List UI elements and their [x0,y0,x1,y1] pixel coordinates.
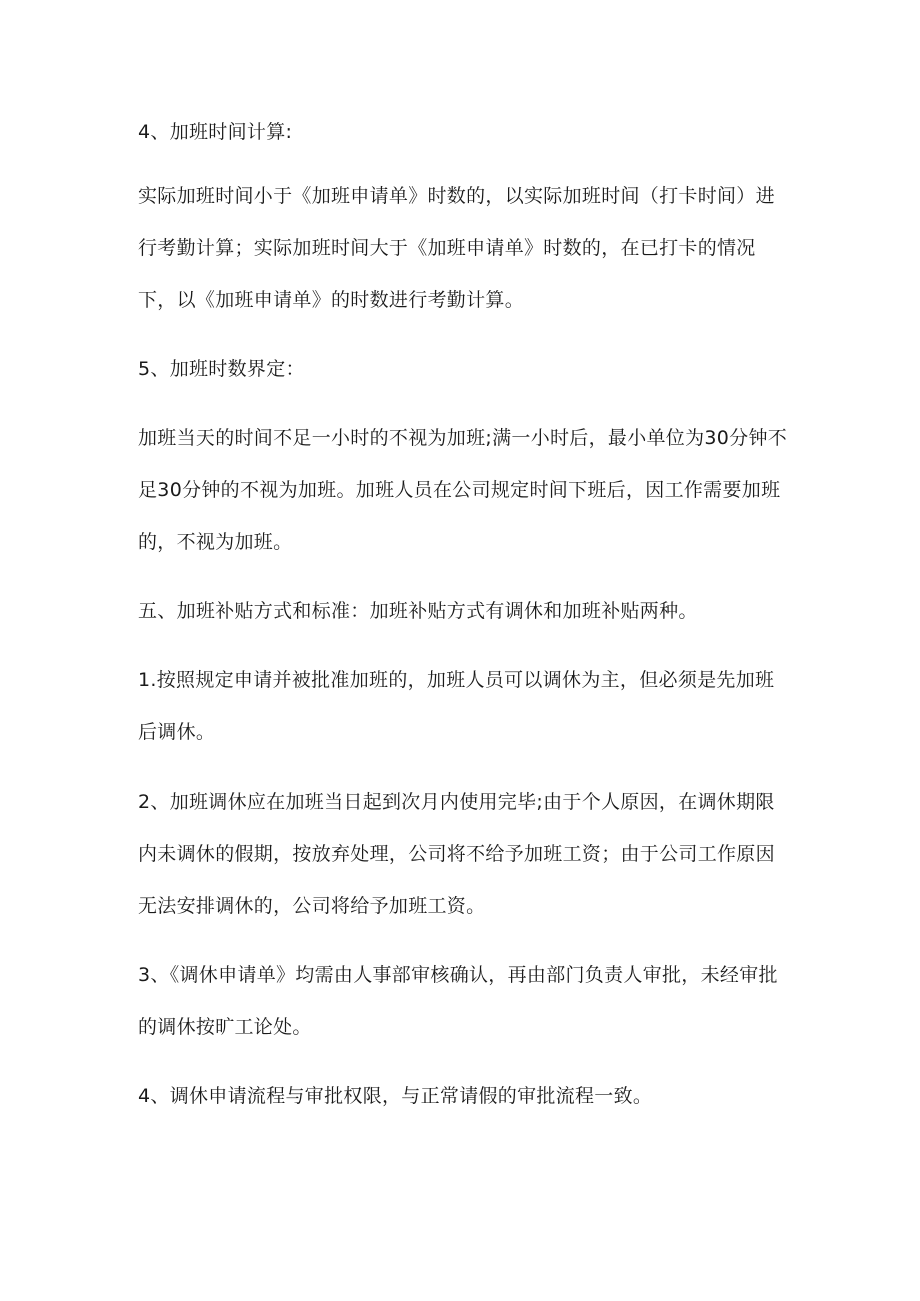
paragraph-overtime-calculation-rule: 实际加班时间小于《加班申请单》时数的，以实际加班时间（打卡时间）进行考勤计算；实际加班时间大于《加班申请单》时数的，在已打卡的情况下，以《加班申请单》的时数进行考勤计算。 [138,185,775,311]
heading-overtime-subsidy: 五、加班补贴方式和标准：加班补贴方式有调休和加班补贴两种。 [138,600,698,622]
item-3-leave-application-approval: 3、《调休申请单》均需由人事部审核确认，再由部门负责人审批，未经审批的调休按旷工论处。 [138,964,778,1038]
paragraph-overtime-hours-rule: 加班当天的时间不足一小时的不视为加班;满一小时后，最小单位为30分钟不足30分钟的不视为加班。加班人员在公司规定时间下班后，因工作需要加班的，不视为加班。 [138,427,788,553]
heading-overtime-hours-definition: 5、加班时数界定： [138,358,305,380]
heading-overtime-calculation: 4、加班时间计算: [138,121,293,143]
item-2-leave-usage-period: 2、加班调休应在加班当日起到次月内使用完毕;由于个人原因，在调休期限内未调休的假期，按放弃处理，公司将不给予加班工资；由于公司工作原因无法安排调休的，公司将给予加班工资。 [138,791,775,917]
item-1-compensatory-leave: 1.按照规定申请并被批准加班的，加班人员可以调休为主，但必须是先加班后调休。 [138,669,775,743]
item-4-approval-process: 4、调休申请流程与审批权限，与正常请假的审批流程一致。 [138,1085,653,1107]
